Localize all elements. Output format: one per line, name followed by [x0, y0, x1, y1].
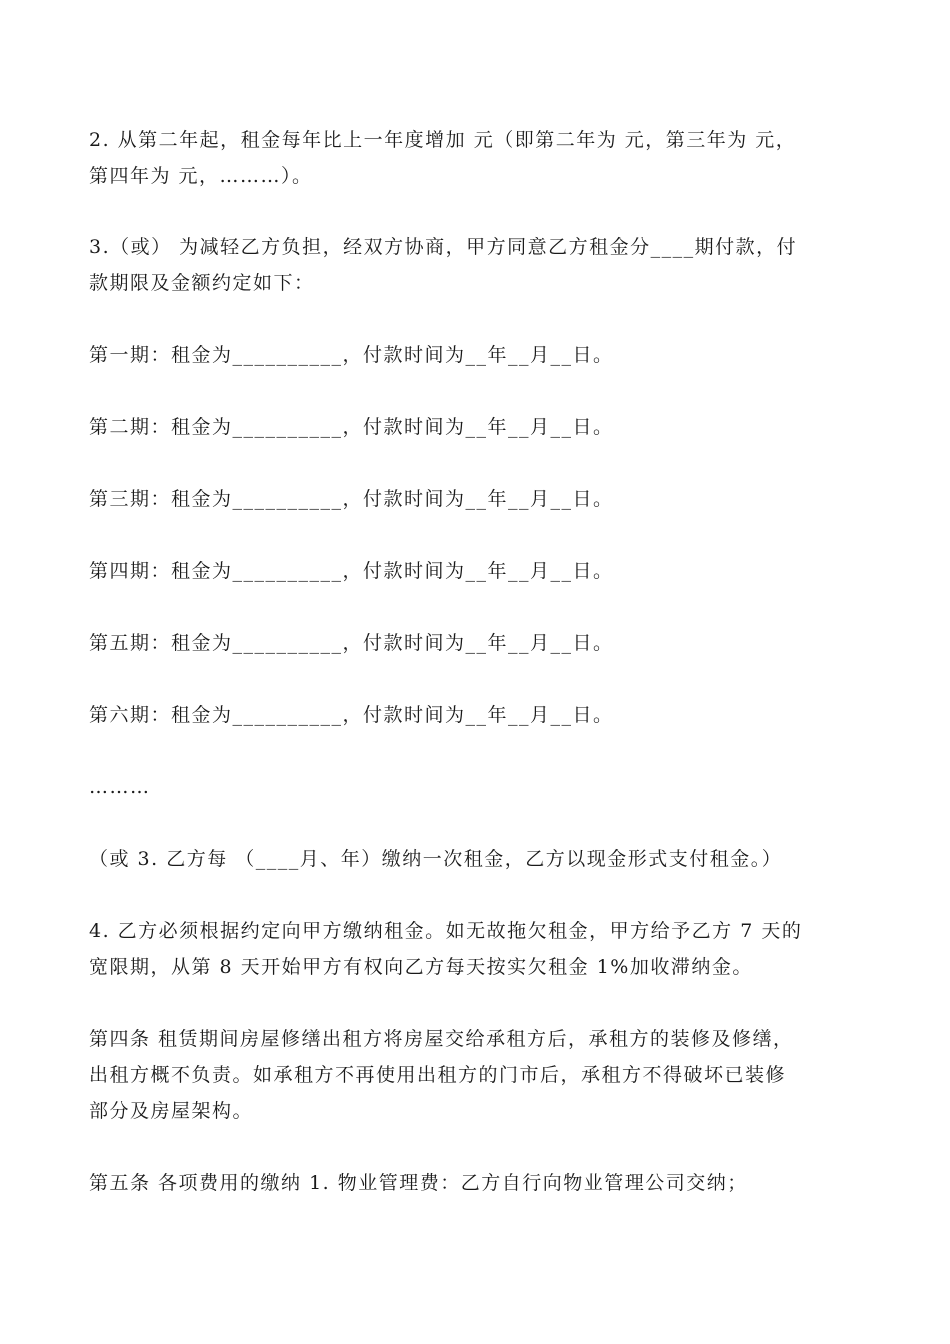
text-line: 第四期：租金为__________，付款时间为__年__月__日。 — [89, 560, 614, 582]
text-line: 第四条 租赁期间房屋修缮出租方将房屋交给承租方后，承租方的装修及修缮， — [89, 1028, 794, 1050]
text-line: 2. 从第二年起，租金每年比上一年度增加 元（即第二年为 元，第三年为 元， — [89, 129, 797, 151]
paragraph-article-5 — [89, 1165, 869, 1201]
text-line: 3.（或） 为减轻乙方负担，经双方协商，甲方同意乙方租金分____期付款，付 — [89, 236, 798, 258]
text-line: （或 3. 乙方每 （____月、年）缴纳一次租金，乙方以现金形式支付租金。） — [89, 848, 783, 870]
paragraph-period-6 — [89, 697, 869, 733]
text-line: ……… — [89, 776, 151, 798]
text-line: 第五条 各项费用的缴纳 1. 物业管理费：乙方自行向物业管理公司交纳； — [89, 1172, 748, 1194]
paragraph-alt-payment — [89, 841, 869, 877]
text-line: 第四年为 元，………）。 — [89, 165, 313, 187]
text-line: 第一期：租金为__________，付款时间为__年__月__日。 — [89, 344, 614, 366]
paragraph-period-5 — [89, 625, 869, 661]
text-line: 第三期：租金为__________，付款时间为__年__月__日。 — [89, 488, 614, 510]
paragraph-rent-increase — [89, 122, 869, 194]
text-line: 第五期：租金为__________，付款时间为__年__月__日。 — [89, 632, 614, 654]
text-line: 第六期：租金为__________，付款时间为__年__月__日。 — [89, 704, 614, 726]
text-line: 第二期：租金为__________，付款时间为__年__月__日。 — [89, 416, 614, 438]
text-line: 4. 乙方必须根据约定向甲方缴纳租金。如无故拖欠租金，甲方给予乙方 7 天的 — [89, 920, 803, 942]
paragraph-ellipsis — [89, 769, 869, 805]
text-line: 部分及房屋架构。 — [89, 1100, 254, 1122]
text-line: 出租方概不负责。如承租方不再使用出租方的门市后，承租方不得破坏已装修 — [89, 1064, 787, 1086]
paragraph-period-2 — [89, 409, 869, 445]
paragraph-article-4 — [89, 1021, 869, 1129]
text-line: 款期限及金额约定如下： — [89, 272, 315, 294]
paragraph-period-4 — [89, 553, 869, 589]
paragraph-late-fee — [89, 913, 869, 985]
text-line: 宽限期，从第 8 天开始甲方有权向乙方每天按实欠租金 1%加收滞纳金。 — [89, 956, 753, 978]
paragraph-period-3 — [89, 481, 869, 517]
paragraph-period-1 — [89, 337, 869, 373]
paragraph-installment-plan — [89, 229, 869, 301]
